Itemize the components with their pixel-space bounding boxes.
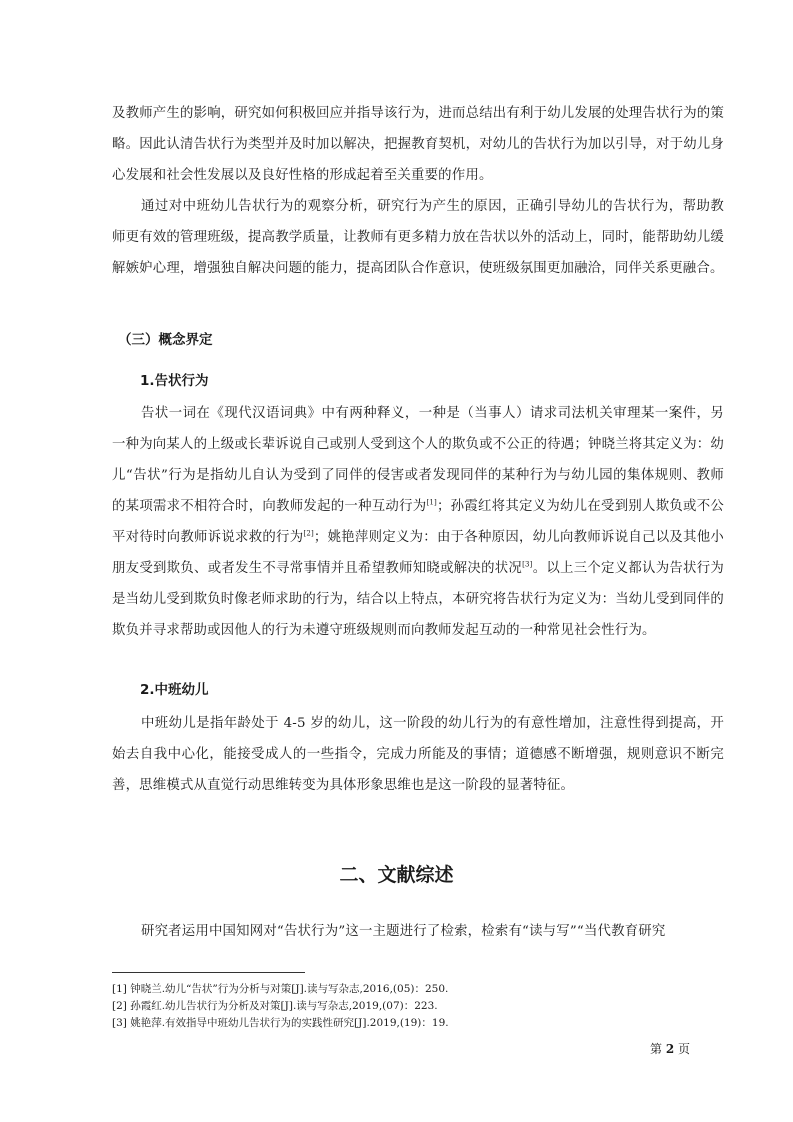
footnote-divider xyxy=(112,972,305,973)
subheading-tattling-behavior: 1.告状行为 xyxy=(140,373,209,389)
paragraph-literature-search: 研究者运用中国知网对“告状行为”这一主题进行了检索，检索有“读与写”“当代教育研究 xyxy=(141,924,666,939)
definition-text-part1: 告状一词在《现代汉语词典》中有两种释义，一种是（当事人）请求司法机关审理某一案件，另一种为向某人的上级或长辈诉说自己或别人受到这个人的欺负或不公正的待遇；钟晓兰将其定义为：幼儿“告状”行为是指幼儿自认为受到了同伴的侵害或者发现同伴的某种行为与幼儿园的集体规则、教师的某项需求不相符合时，向教师发起的一种互动行为 xyxy=(112,406,724,514)
page-number-value: 2 xyxy=(665,1042,675,1056)
paragraph-intro-continuation: 及教师产生的影响，研究如何积极回应并指导该行为，进而总结出有利于幼儿发展的处理告状行为的策略。因此认清告状行为类型并及时加以解决，把握教育契机，对幼儿的告状行为加以引导，对于幼儿身心发展和社会性发展以及良好性格的形成起着至关重要的作用。 xyxy=(112,106,724,183)
paragraph-middle-class-definition: 中班幼儿是指年龄处于 4-5 岁的幼儿，这一阶段的幼儿行为的有意性增加，注意性得到提高，开始去自我中心化，能接受成人的一些指令，完成力所能及的事情；道德感不断增强，规则意识不断完善，思维模式从直觉行动思维转变为具体形象思维也是这一阶段的显著特征。 xyxy=(112,716,724,793)
definition-text-part3: ；姚艳萍则定义为：由于各种原因，幼儿向教师诉说自己以及其他小朋友受到欺负、或者发生不寻常事情并且希望教师知晓或解决的状况 xyxy=(112,530,724,576)
chapter-heading-literature-review: 二、文献综述 xyxy=(339,864,454,886)
page-number xyxy=(650,1040,690,1057)
citation-ref-2: [2] xyxy=(303,529,314,538)
footnote-1: [1] 钟晓兰.幼儿“告状”行为分析与对策[J].读与写杂志,2016,(05)：250. xyxy=(112,983,449,995)
citation-ref-3: [3] xyxy=(522,560,533,569)
page-number-prefix: 第 xyxy=(650,1042,663,1056)
footnote-2: [2] 孙霞红.幼儿告状行为分析及对策[J].读与写杂志,2019,(07)：223. xyxy=(112,1000,438,1012)
paragraph-tattling-definition xyxy=(112,398,724,646)
section-heading-concept-definition: （三）概念界定 xyxy=(118,332,213,348)
definition-text-part2: ；孙霞红将其定义为幼儿在受到别人欺负或不公平对待时向教师诉说求救的行为 xyxy=(112,499,724,545)
citation-ref-1: [1] xyxy=(426,498,437,507)
footnote-3: [3] 姚艳萍.有效指导中班幼儿告状行为的实践性研究[J].2019,(19)：19. xyxy=(112,1017,449,1029)
subheading-middle-class-children: 2.中班幼儿 xyxy=(140,682,209,698)
paragraph-purpose: 通过对中班幼儿告状行为的观察分析，研究行为产生的原因，正确引导幼儿的告状行为，帮助教师更有效的管理班级，提高教学质量，让教师有更多精力放在告状以外的活动上，同时，能帮助幼儿缓解嫉妒心理，增强独自解决问题的能力，提高团队合作意识，使班级氛围更加融洽，同伴关系更融合。 xyxy=(112,199,724,276)
definition-text-part4: 。以上三个定义都认为告状行为是当幼儿受到欺负时像老师求助的行为，结合以上特点，本研究将告状行为定义为：当幼儿受到同伴的欺负并寻求帮助或因他人的行为未遵守班级规则而向教师发起互动的一种常见社会性行为。 xyxy=(112,561,724,638)
page-number-suffix: 页 xyxy=(678,1042,691,1056)
